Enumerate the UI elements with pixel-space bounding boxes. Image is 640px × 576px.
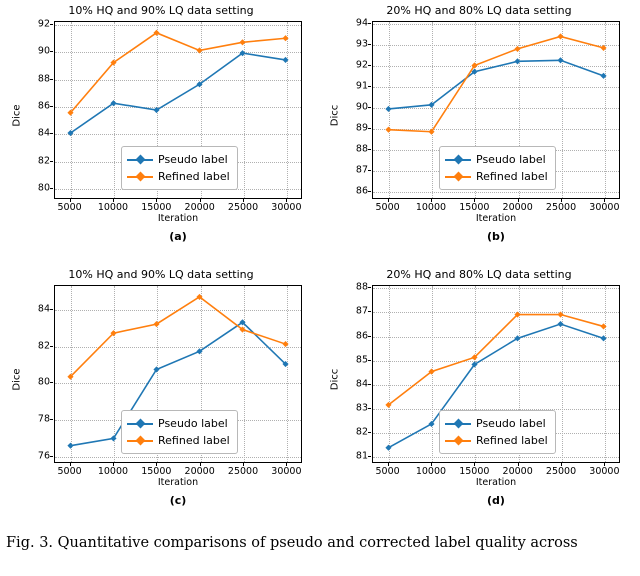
y-tick-label: 86 — [355, 330, 368, 341]
data-point-marker — [514, 58, 520, 64]
y-tick-mark — [368, 86, 371, 87]
data-point-marker — [385, 106, 391, 112]
y-tick-mark — [50, 382, 53, 383]
x-tick-label: 15000 — [141, 202, 172, 213]
x-tick-label: 10000 — [415, 202, 447, 213]
y-tick-mark — [368, 170, 371, 171]
x-axis-label-c: Iteration — [157, 477, 199, 488]
series-line — [70, 33, 285, 113]
x-axis-label-a: Iteration — [157, 213, 199, 224]
chart-title-d: 20% HQ and 80% LQ data setting — [386, 268, 572, 281]
y-tick-label: 84 — [37, 127, 50, 139]
y-tick-mark — [368, 107, 371, 108]
data-point-marker — [557, 321, 563, 327]
legend-marker-icon — [445, 435, 471, 446]
legend-item — [445, 151, 548, 168]
y-tick-label: 86 — [355, 185, 368, 197]
legend-label: Pseudo label — [476, 417, 546, 430]
y-axis-label-c: Dice — [11, 368, 23, 391]
legend-marker-icon — [445, 154, 471, 165]
y-tick-mark — [368, 149, 371, 150]
series-line — [388, 36, 603, 131]
y-tick-mark — [50, 161, 53, 162]
data-point-marker — [557, 311, 563, 317]
data-point-marker — [600, 335, 606, 341]
y-tick-label: 88 — [355, 143, 368, 155]
y-tick-label: 82 — [37, 155, 50, 167]
data-point-marker — [67, 443, 73, 449]
x-tick-label: 20000 — [502, 202, 533, 213]
y-tick-label: 85 — [355, 354, 368, 366]
y-tick-mark — [368, 336, 371, 337]
y-tick-label: 89 — [355, 122, 368, 134]
y-tick-label: 92 — [37, 18, 50, 30]
x-tick-label: 10000 — [97, 202, 129, 213]
legend-item — [445, 432, 548, 449]
data-point-marker — [282, 341, 288, 347]
data-point-marker — [282, 35, 288, 41]
y-tick-label: 90 — [37, 45, 50, 57]
y-tick-label: 80 — [37, 182, 50, 194]
legend-item — [127, 415, 230, 432]
x-tick-label: 20000 — [184, 466, 215, 477]
y-tick-mark — [368, 311, 371, 312]
x-tick-label: 25000 — [227, 466, 259, 477]
y-tick-label: 92 — [355, 59, 368, 71]
y-tick-mark — [368, 23, 371, 24]
y-tick-mark — [50, 51, 53, 52]
plot-area-b — [372, 21, 620, 199]
data-point-marker — [557, 57, 563, 63]
x-tick-label: 25000 — [545, 466, 577, 477]
chart-title-a: 10% HQ and 90% LQ data setting — [68, 4, 254, 17]
y-tick-label: 83 — [355, 402, 368, 414]
y-axis-label-a: Dice — [11, 104, 23, 127]
y-axis-label-b: Dicc — [329, 104, 341, 127]
y-tick-label: 84 — [355, 378, 368, 390]
y-tick-mark — [50, 79, 53, 80]
y-tick-label: 91 — [355, 80, 368, 92]
y-tick-mark — [50, 106, 53, 107]
x-tick-label: 20000 — [184, 202, 215, 213]
x-tick-label: 10000 — [97, 466, 129, 477]
x-tick-label: 5000 — [375, 202, 400, 213]
legend-marker-icon — [445, 171, 471, 182]
x-tick-label: 15000 — [459, 202, 490, 213]
y-tick-label: 87 — [355, 164, 368, 176]
y-tick-mark — [50, 456, 53, 457]
y-tick-label: 80 — [37, 376, 50, 388]
x-tick-label: 10000 — [415, 466, 447, 477]
y-tick-mark — [368, 360, 371, 361]
y-tick-mark — [50, 309, 53, 310]
legend-label: Pseudo label — [158, 417, 228, 430]
legend-marker-icon — [445, 418, 471, 429]
chart-panel-d — [324, 268, 634, 518]
x-tick-label: 25000 — [227, 202, 259, 213]
data-point-marker — [600, 323, 606, 329]
x-tick-label: 15000 — [141, 466, 172, 477]
chart-panel-c — [6, 268, 316, 518]
chart-title-c: 10% HQ and 90% LQ data setting — [68, 268, 254, 281]
plot-area-c — [54, 285, 302, 463]
series-line — [70, 297, 285, 377]
legend-label: Pseudo label — [158, 153, 228, 166]
y-tick-mark — [50, 346, 53, 347]
data-point-marker — [282, 57, 288, 63]
x-tick-label: 15000 — [459, 466, 490, 477]
y-tick-mark — [368, 128, 371, 129]
y-tick-mark — [368, 65, 371, 66]
y-tick-label: 87 — [355, 305, 368, 317]
legend-item — [445, 168, 548, 185]
series-line — [70, 53, 285, 133]
y-tick-mark — [368, 44, 371, 45]
y-tick-mark — [368, 432, 371, 433]
y-tick-label: 86 — [37, 100, 50, 112]
panel-letter-c: (c) — [169, 494, 187, 507]
y-tick-mark — [368, 408, 371, 409]
y-tick-mark — [50, 133, 53, 134]
chart-title-b: 20% HQ and 80% LQ data setting — [386, 4, 572, 17]
legend-label: Refined label — [476, 170, 548, 183]
data-point-marker — [385, 127, 391, 133]
y-tick-label: 82 — [37, 340, 50, 352]
y-tick-label: 81 — [355, 450, 368, 462]
y-tick-label: 78 — [37, 413, 50, 425]
chart-legend — [439, 410, 556, 454]
x-tick-label: 30000 — [589, 466, 620, 477]
chart-panel-a — [6, 4, 316, 254]
legend-label: Refined label — [476, 434, 548, 447]
legend-label: Refined label — [158, 170, 230, 183]
y-tick-label: 93 — [355, 38, 368, 50]
x-tick-label: 30000 — [271, 466, 302, 477]
plot-area-d — [372, 285, 620, 463]
legend-item — [127, 168, 230, 185]
legend-marker-icon — [127, 418, 153, 429]
panel-letter-b: (b) — [487, 230, 505, 243]
chart-legend — [439, 146, 556, 190]
figure-caption: Fig. 3. Quantitative comparisons of pseudo and corrected label quality across — [6, 535, 578, 551]
data-point-marker — [196, 47, 202, 53]
y-tick-label: 88 — [37, 73, 50, 84]
x-tick-label: 20000 — [502, 466, 533, 477]
chart-legend — [121, 146, 238, 190]
y-tick-mark — [368, 287, 371, 288]
y-axis-label-d: Dicc — [329, 368, 341, 391]
x-tick-label: 5000 — [57, 466, 82, 477]
x-tick-label: 5000 — [375, 466, 400, 477]
y-tick-label: 90 — [355, 101, 368, 113]
legend-marker-icon — [127, 171, 153, 182]
x-tick-label: 5000 — [57, 202, 82, 213]
y-tick-label: 82 — [355, 426, 368, 438]
x-axis-label-d: Iteration — [475, 477, 517, 488]
series-line — [388, 60, 603, 109]
y-tick-mark — [368, 456, 371, 457]
legend-marker-icon — [127, 154, 153, 165]
y-tick-mark — [368, 384, 371, 385]
x-tick-label: 25000 — [545, 202, 577, 213]
y-tick-label: 84 — [37, 303, 50, 315]
legend-label: Pseudo label — [476, 153, 546, 166]
legend-marker-icon — [127, 435, 153, 446]
y-tick-mark — [368, 191, 371, 192]
plot-area-a — [54, 21, 302, 199]
data-point-marker — [514, 46, 520, 52]
legend-item — [445, 415, 548, 432]
data-point-marker — [600, 45, 606, 51]
y-tick-label: 94 — [355, 17, 368, 29]
y-tick-label: 88 — [355, 281, 368, 293]
legend-item — [127, 432, 230, 449]
y-tick-mark — [50, 24, 53, 25]
legend-label: Refined label — [158, 434, 230, 447]
panel-letter-d: (d) — [487, 494, 505, 507]
data-point-marker — [600, 73, 606, 79]
y-tick-mark — [50, 188, 53, 189]
x-tick-label: 30000 — [271, 202, 302, 213]
data-point-marker — [239, 39, 245, 45]
y-tick-mark — [50, 419, 53, 420]
data-point-marker — [385, 445, 391, 451]
x-axis-label-b: Iteration — [475, 213, 517, 224]
legend-item — [127, 151, 230, 168]
data-point-marker — [557, 33, 563, 39]
panel-letter-a: (a) — [169, 230, 187, 243]
chart-panel-b — [324, 4, 634, 254]
y-tick-label: 76 — [37, 450, 50, 462]
x-tick-label: 30000 — [589, 202, 620, 213]
chart-legend — [121, 410, 238, 454]
